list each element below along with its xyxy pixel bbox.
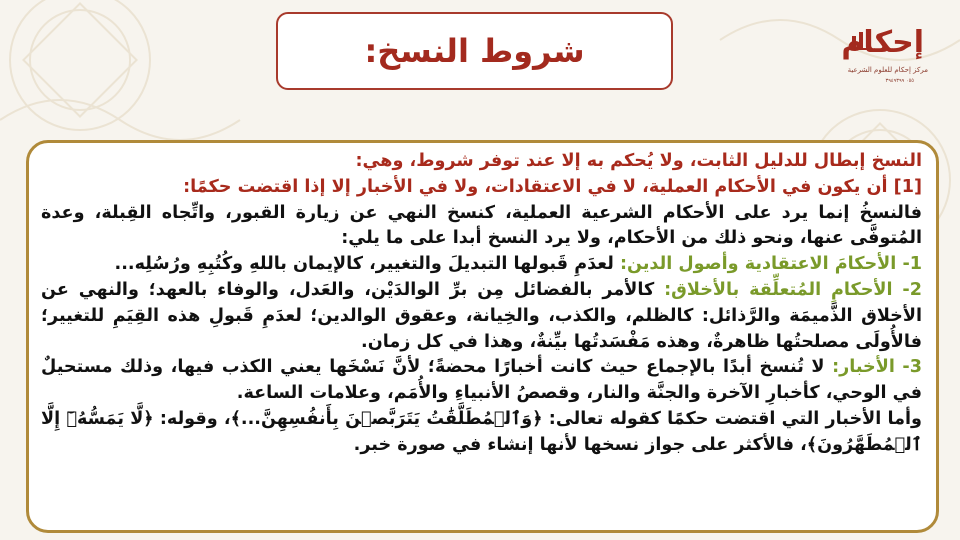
logo-wordmark: إحكام	[841, 25, 924, 60]
item-1	[41, 252, 922, 278]
logo-number: ٠٥٥ ٣٩٤٩٣٩٩	[885, 78, 914, 84]
item-3-text: لا تُنسخ أبدًا بالإجماع حيث كانت أخبارًا محضةً؛ لأنَّ نَسْخَها يعني الكذب فيها، وذلك مستحيلٌ في الوحي، كأخبارِ الآخرة والجنَّة والنار، وقصصُ الأنبياءِ والأُمَم، وعلامات الساعة.	[41, 357, 922, 404]
content-box	[26, 140, 939, 533]
item-2-label: 2- الأحكامِ المُتعلِّقة بالأخلاق:	[664, 279, 922, 300]
item-1-text: لعدَمِ قَبولها التبديلَ والتغيير، كالإيمان باللهِ وكُتُبِهِ ورُسُلِه...	[114, 254, 614, 275]
item-1-label: 1- الأحكامَ الاعتقادية وأصول الدين:	[619, 254, 922, 275]
item-3	[41, 355, 922, 407]
item-2-text: كالأمر بالفضائل مِن برِّ الوالدَيْن، والعَدل، والوفاء بالعهد؛ والنهي عن الأخلاق الذَّميمَة والرَّذائل: كالظلم، والكذب، والخِيانة، وعقوق الوالدين؛ لعدَمِ قَبولِ هذه القِيَمِ للتغيير؛ فالأُولَى مصلحتُها ظاهرةٌ، وهذه مَفْسَدتُها بيِّنةٌ، وهذا في كل زمان.	[41, 279, 922, 352]
item-3-label: 3- الأخبار:	[832, 357, 922, 378]
logo	[841, 22, 932, 94]
paragraph-2: وأما الأخبار التي اقتضت حكمًا كقوله تعالى: ﴿وَٱلۡمُطَلَّقَٰتُ يَتَرَبَّصۡنَ بِأَنفُسِهِنَّ...﴾، وقوله: ﴿لَّا يَمَسُّهُۥٓ إِلَّا ٱلۡمُطَهَّرُونَ﴾، فالأكثر على جواز نسخها لأنها إنشاء في صورة خبر.	[41, 408, 922, 455]
title-box	[276, 12, 673, 90]
condition-1-heading: [1] أن يكون في الأحكام العملية، لا في الاعتقادات، ولا في الأخبار إلا إذا اقتضت حكمًا:	[183, 176, 922, 197]
intro-text: النسخ إبطال للدليل الثابت، ولا يُحكم به إلا عند توفر شروط، وهي:	[355, 151, 922, 171]
paragraph-1: فالنسخُ إنما يرد على الأحكام الشرعية العملية، كنسخ النهي عن زيارة القبور، واتِّجاه القِبلة، وعدة المُتوفَّى عنها، ونحو ذلك من الأحكام، ولا يرد النسخ أبدا على ما يلي:	[41, 202, 922, 249]
logo-subtitle: مركز إحكام للعلوم الشرعية	[847, 66, 928, 74]
page-title: شروط النسخ:	[364, 32, 585, 70]
content-text	[41, 149, 922, 459]
item-2	[41, 278, 922, 355]
